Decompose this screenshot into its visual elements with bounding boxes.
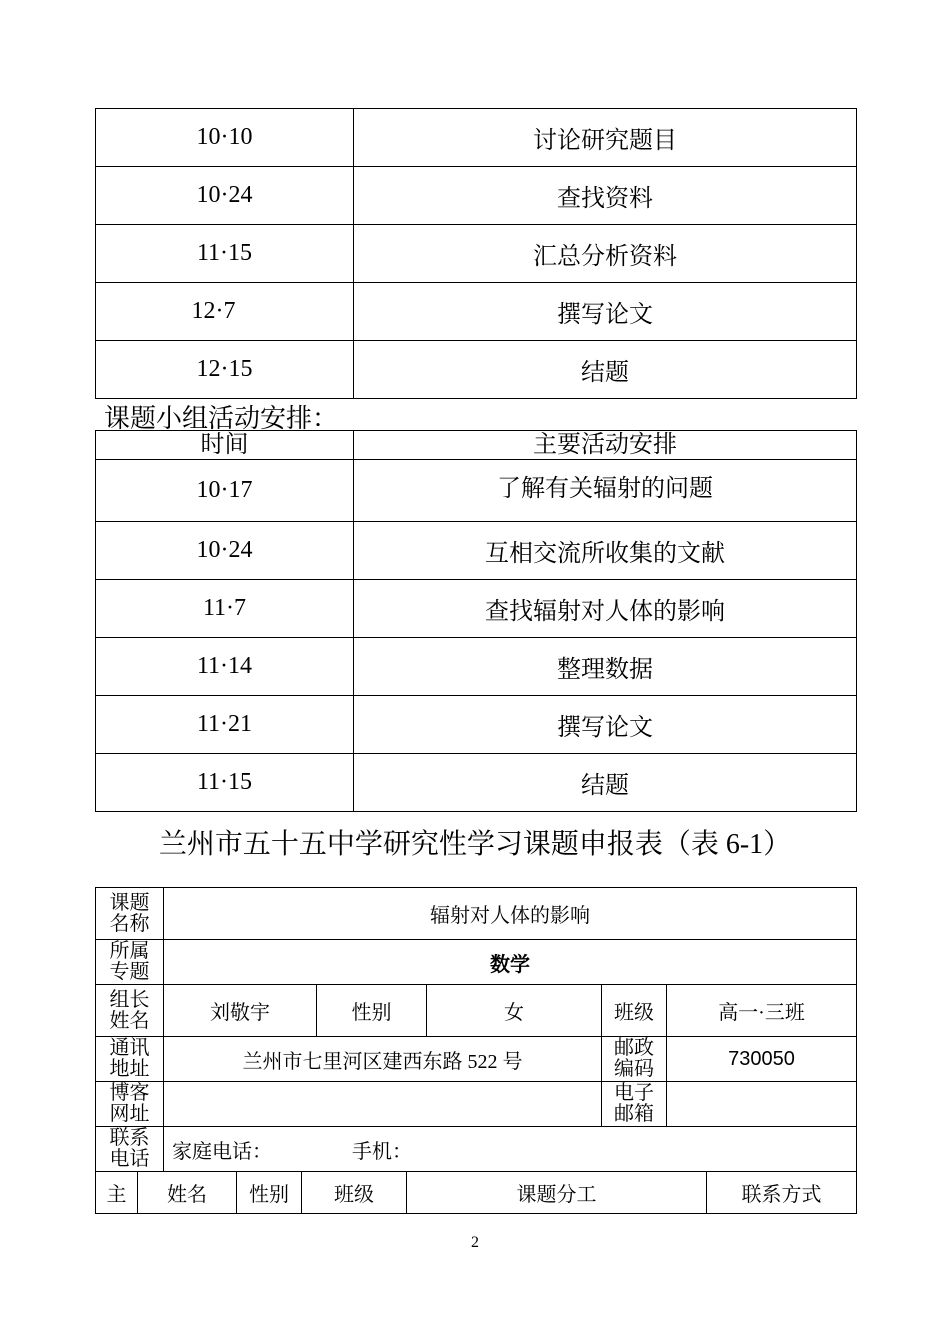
- table-row: [96, 696, 857, 754]
- date-cell: 12·7: [96, 283, 354, 341]
- activity-cell: 撰写论文: [354, 696, 857, 754]
- leader-row: [96, 985, 857, 1037]
- schedule-caption: 课题小组活动安排：: [104, 404, 339, 433]
- members-table: [95, 1171, 857, 1214]
- date-cell: 11·21: [96, 696, 354, 754]
- members-name-header: 姓名: [138, 1172, 237, 1214]
- subject-row: [96, 940, 857, 985]
- topic-label: 课题 名称: [96, 888, 164, 940]
- gender-label: 性别: [317, 985, 427, 1037]
- date-cell: 10·24: [96, 522, 354, 580]
- members-contact-header: 联系方式: [707, 1172, 857, 1214]
- schedule-table-1: [95, 108, 857, 399]
- table-row: [96, 638, 857, 696]
- members-division-header: 课题分工: [407, 1172, 707, 1214]
- members-gender-header: 性别: [237, 1172, 302, 1214]
- date-cell: 10·10: [96, 109, 354, 167]
- postcode-label: 邮政 编码: [602, 1037, 667, 1082]
- subject-label: 所属 专题: [96, 940, 164, 985]
- activity-cell: 讨论研究题目: [354, 109, 857, 167]
- activity-cell: 结题: [354, 341, 857, 399]
- activity-cell: 了解有关辐射的问题: [354, 460, 857, 522]
- table-row: [96, 754, 857, 812]
- table-row: [96, 522, 857, 580]
- address-label: 通讯 地址: [96, 1037, 164, 1082]
- class-label: 班级: [602, 985, 667, 1037]
- date-cell: 11·7: [96, 580, 354, 638]
- schedule-table-2: [95, 430, 857, 812]
- leader-label: 组长 姓名: [96, 985, 164, 1037]
- members-class-header: 班级: [302, 1172, 407, 1214]
- date-cell: 11·15: [96, 754, 354, 812]
- activity-cell: 查找资料: [354, 167, 857, 225]
- mobile-label: 手机：: [352, 1140, 412, 1163]
- application-form: [95, 887, 857, 1172]
- table-row: [96, 109, 857, 167]
- blog-label: 博客 网址: [96, 1082, 164, 1127]
- table-row: [96, 167, 857, 225]
- page-number: 2: [471, 1234, 479, 1251]
- topic-value: 辐射对人体的影响: [164, 888, 857, 940]
- activity-cell: 查找辐射对人体的影响: [354, 580, 857, 638]
- class-value: 高一·三班: [667, 985, 857, 1037]
- activity-cell: 整理数据: [354, 638, 857, 696]
- email-value: [667, 1082, 857, 1127]
- address-row: [96, 1037, 857, 1082]
- phone-value: [164, 1127, 857, 1172]
- date-cell: 10·24: [96, 167, 354, 225]
- form-title: 兰州市五十五中学研究性学习课题申报表（表 6-1）: [158, 829, 792, 860]
- subject-value: 数学: [164, 940, 857, 985]
- postcode-value: 730050: [667, 1037, 857, 1082]
- members-header-row: [96, 1172, 857, 1214]
- table-row: [96, 225, 857, 283]
- activity-cell: 结题: [354, 754, 857, 812]
- table-row: [96, 341, 857, 399]
- blog-value: [164, 1082, 602, 1127]
- leader-value: 刘敬宇: [164, 985, 317, 1037]
- table-row: [96, 283, 857, 341]
- table-row: [96, 580, 857, 638]
- date-cell: 12·15: [96, 341, 354, 399]
- date-cell: 11·15: [96, 225, 354, 283]
- activity-cell: 互相交流所收集的文献: [354, 522, 857, 580]
- activity-cell: 汇总分析资料: [354, 225, 857, 283]
- blog-row: [96, 1082, 857, 1127]
- home-phone-label: 家庭电话：: [172, 1140, 272, 1163]
- table-header-row: [96, 431, 857, 460]
- email-label: 电子 邮箱: [602, 1082, 667, 1127]
- header-time: 时间: [96, 431, 354, 460]
- header-activity: 主要活动安排: [354, 431, 857, 460]
- topic-row: [96, 888, 857, 940]
- address-value: 兰州市七里河区建西东路 522 号: [164, 1037, 602, 1082]
- phone-row: [96, 1127, 857, 1172]
- members-main-label: 主: [96, 1172, 138, 1214]
- date-cell: 10·17: [96, 460, 354, 522]
- table-row: [96, 460, 857, 522]
- gender-value: 女: [427, 985, 602, 1037]
- phone-label: 联系 电话: [96, 1127, 164, 1172]
- activity-cell: 撰写论文: [354, 283, 857, 341]
- date-cell: 11·14: [96, 638, 354, 696]
